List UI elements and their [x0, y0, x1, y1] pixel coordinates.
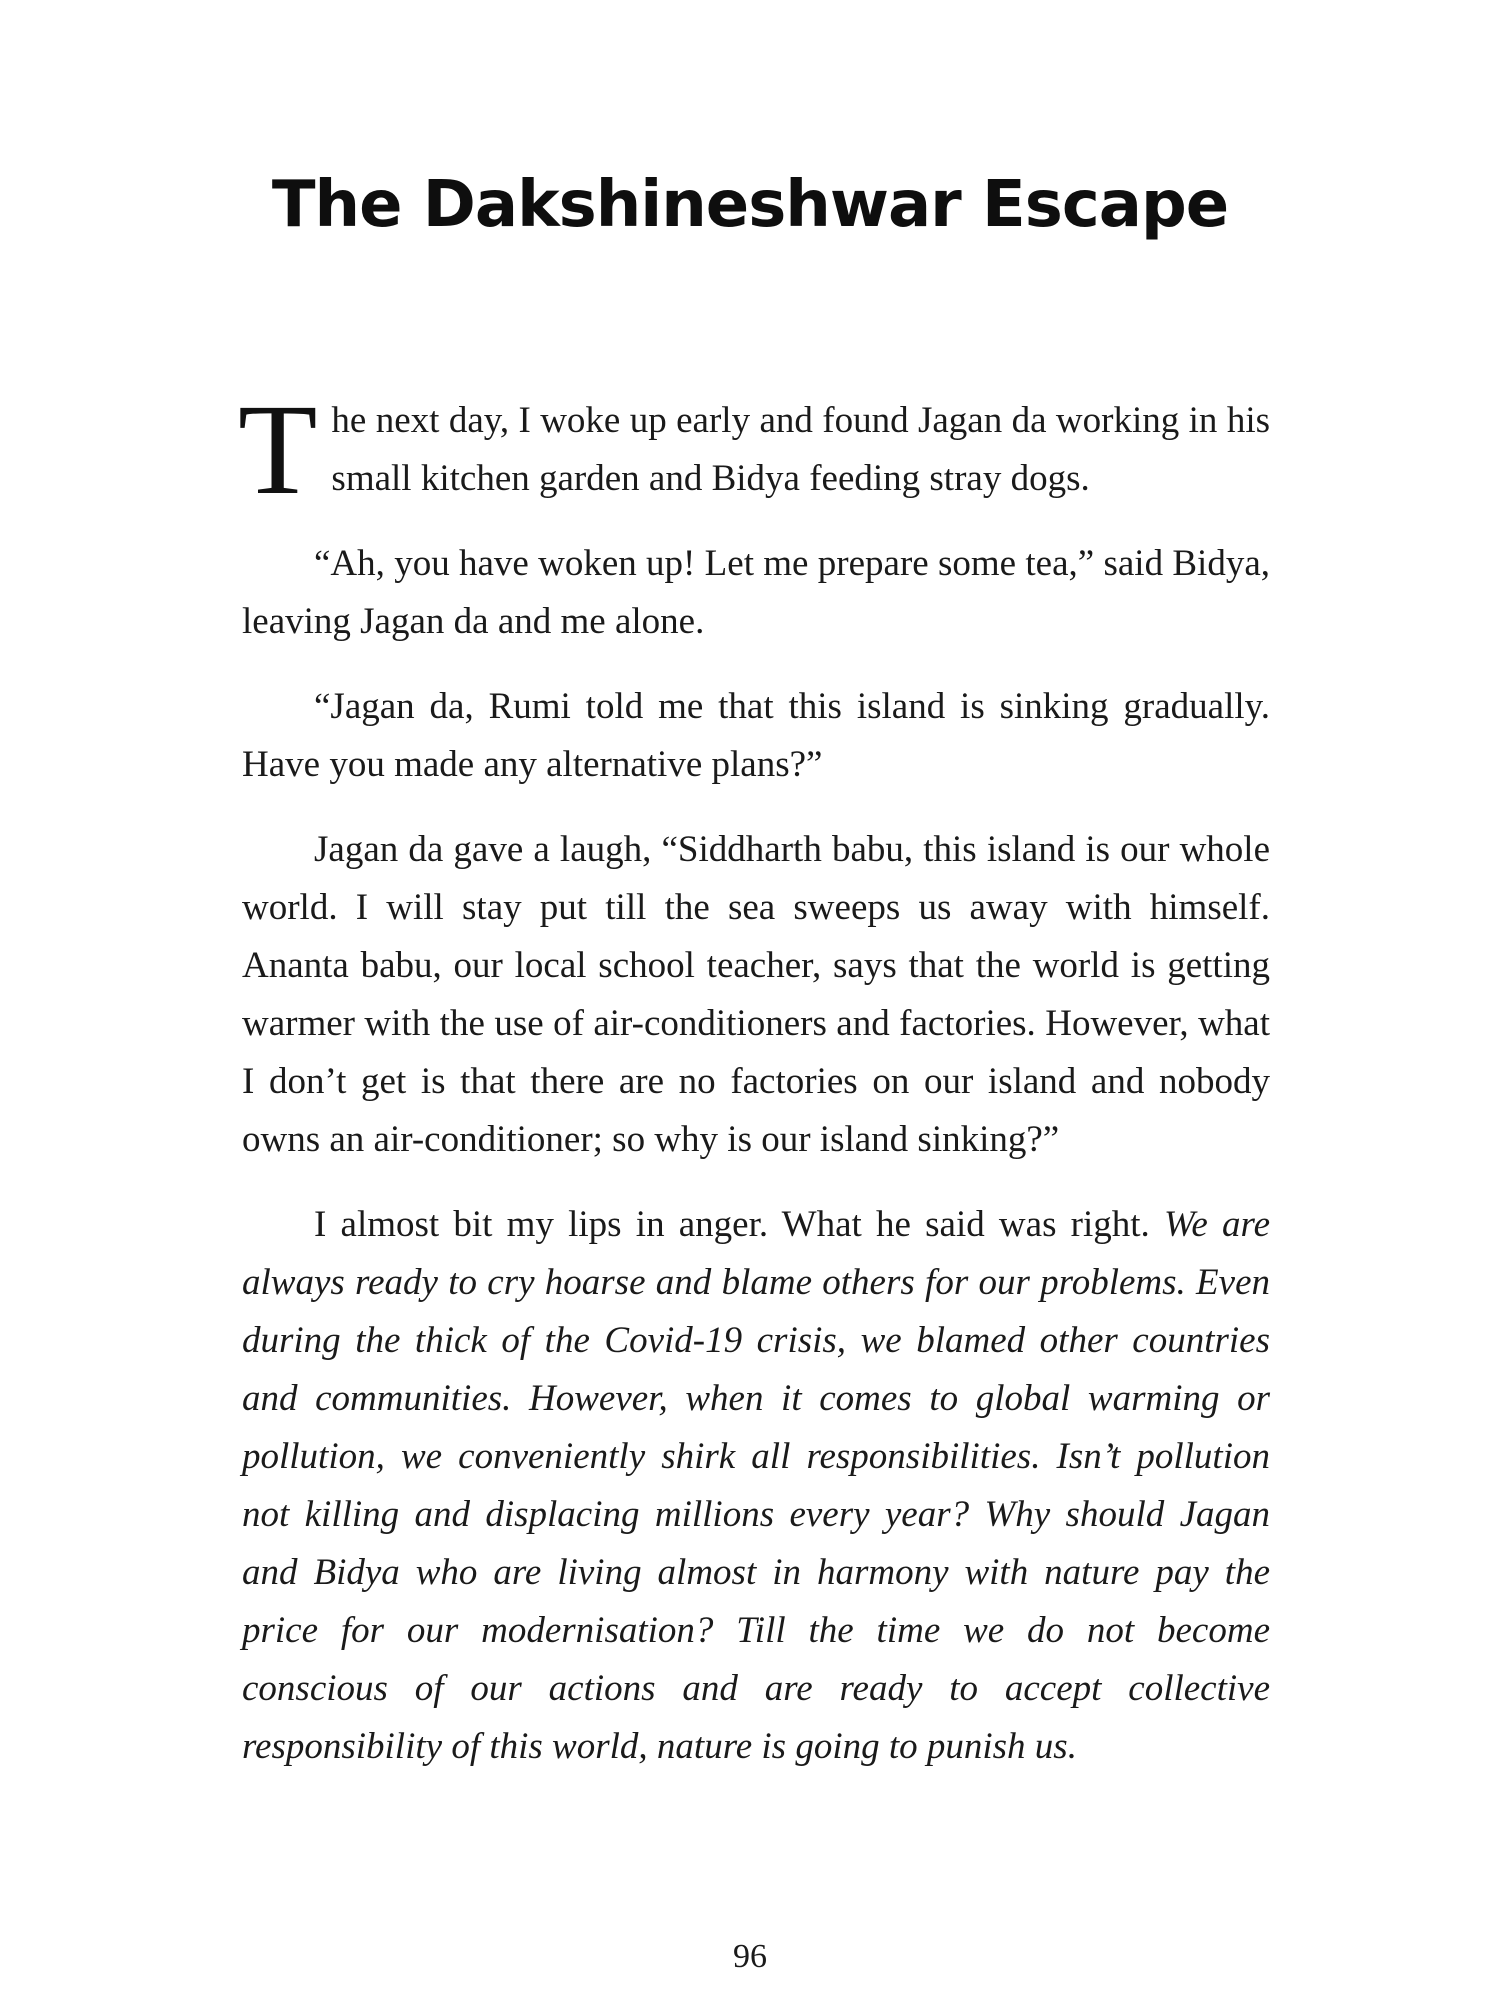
paragraph-opening	[238, 378, 1270, 522]
paragraph-reflection	[242, 1196, 1270, 1776]
chapter-title: The Dakshineshwar Escape	[271, 168, 1229, 242]
opening-text: he next day, I woke up early and found Jagan da working in his small kitchen garden and Bidya feeding stray dogs.	[331, 400, 1270, 499]
paragraph-bidya-tea: “Ah, you have woken up! Let me prepare some tea,” said Bidya, leaving Jagan da and me alone.	[242, 543, 1270, 642]
page-number: 96	[733, 1938, 767, 1975]
chapter-body	[238, 378, 1270, 1803]
reflection-intro: I almost bit my lips in anger. What he said was right.	[314, 1204, 1164, 1245]
paragraph-sinking-question: “Jagan da, Rumi told me that this island is sinking gradually. Have you made any alternative plans?”	[242, 686, 1270, 785]
paragraph-jagan-reply: Jagan da gave a laugh, “Siddharth babu, this island is our whole world. I will stay put till the sea sweeps us away with himself. Ananta babu, our local school teacher, says that the world is getting warmer with the use of air-conditioners and factories. However, what I don’t get is that there are no factories on our island and nobody owns an air-conditioner; so why is our island sinking?”	[242, 829, 1270, 1160]
reflection-italic: We are always ready to cry hoarse and blame others for our problems. Even during the thick of the Covid-19 crisis, we blamed other countries and communities. However, when it comes to global warming or pollution, we conveniently shirk all responsibilities. Isn’t pollution not killing and displacing millions every year? Why should Jagan and Bidya who are living almost in harmony with nature pay the price for our modernisation? Till the time we do not become conscious of our actions and are ready to accept collective responsibility of this world, nature is going to punish us.	[242, 1204, 1270, 1767]
drop-cap: T	[238, 378, 318, 522]
